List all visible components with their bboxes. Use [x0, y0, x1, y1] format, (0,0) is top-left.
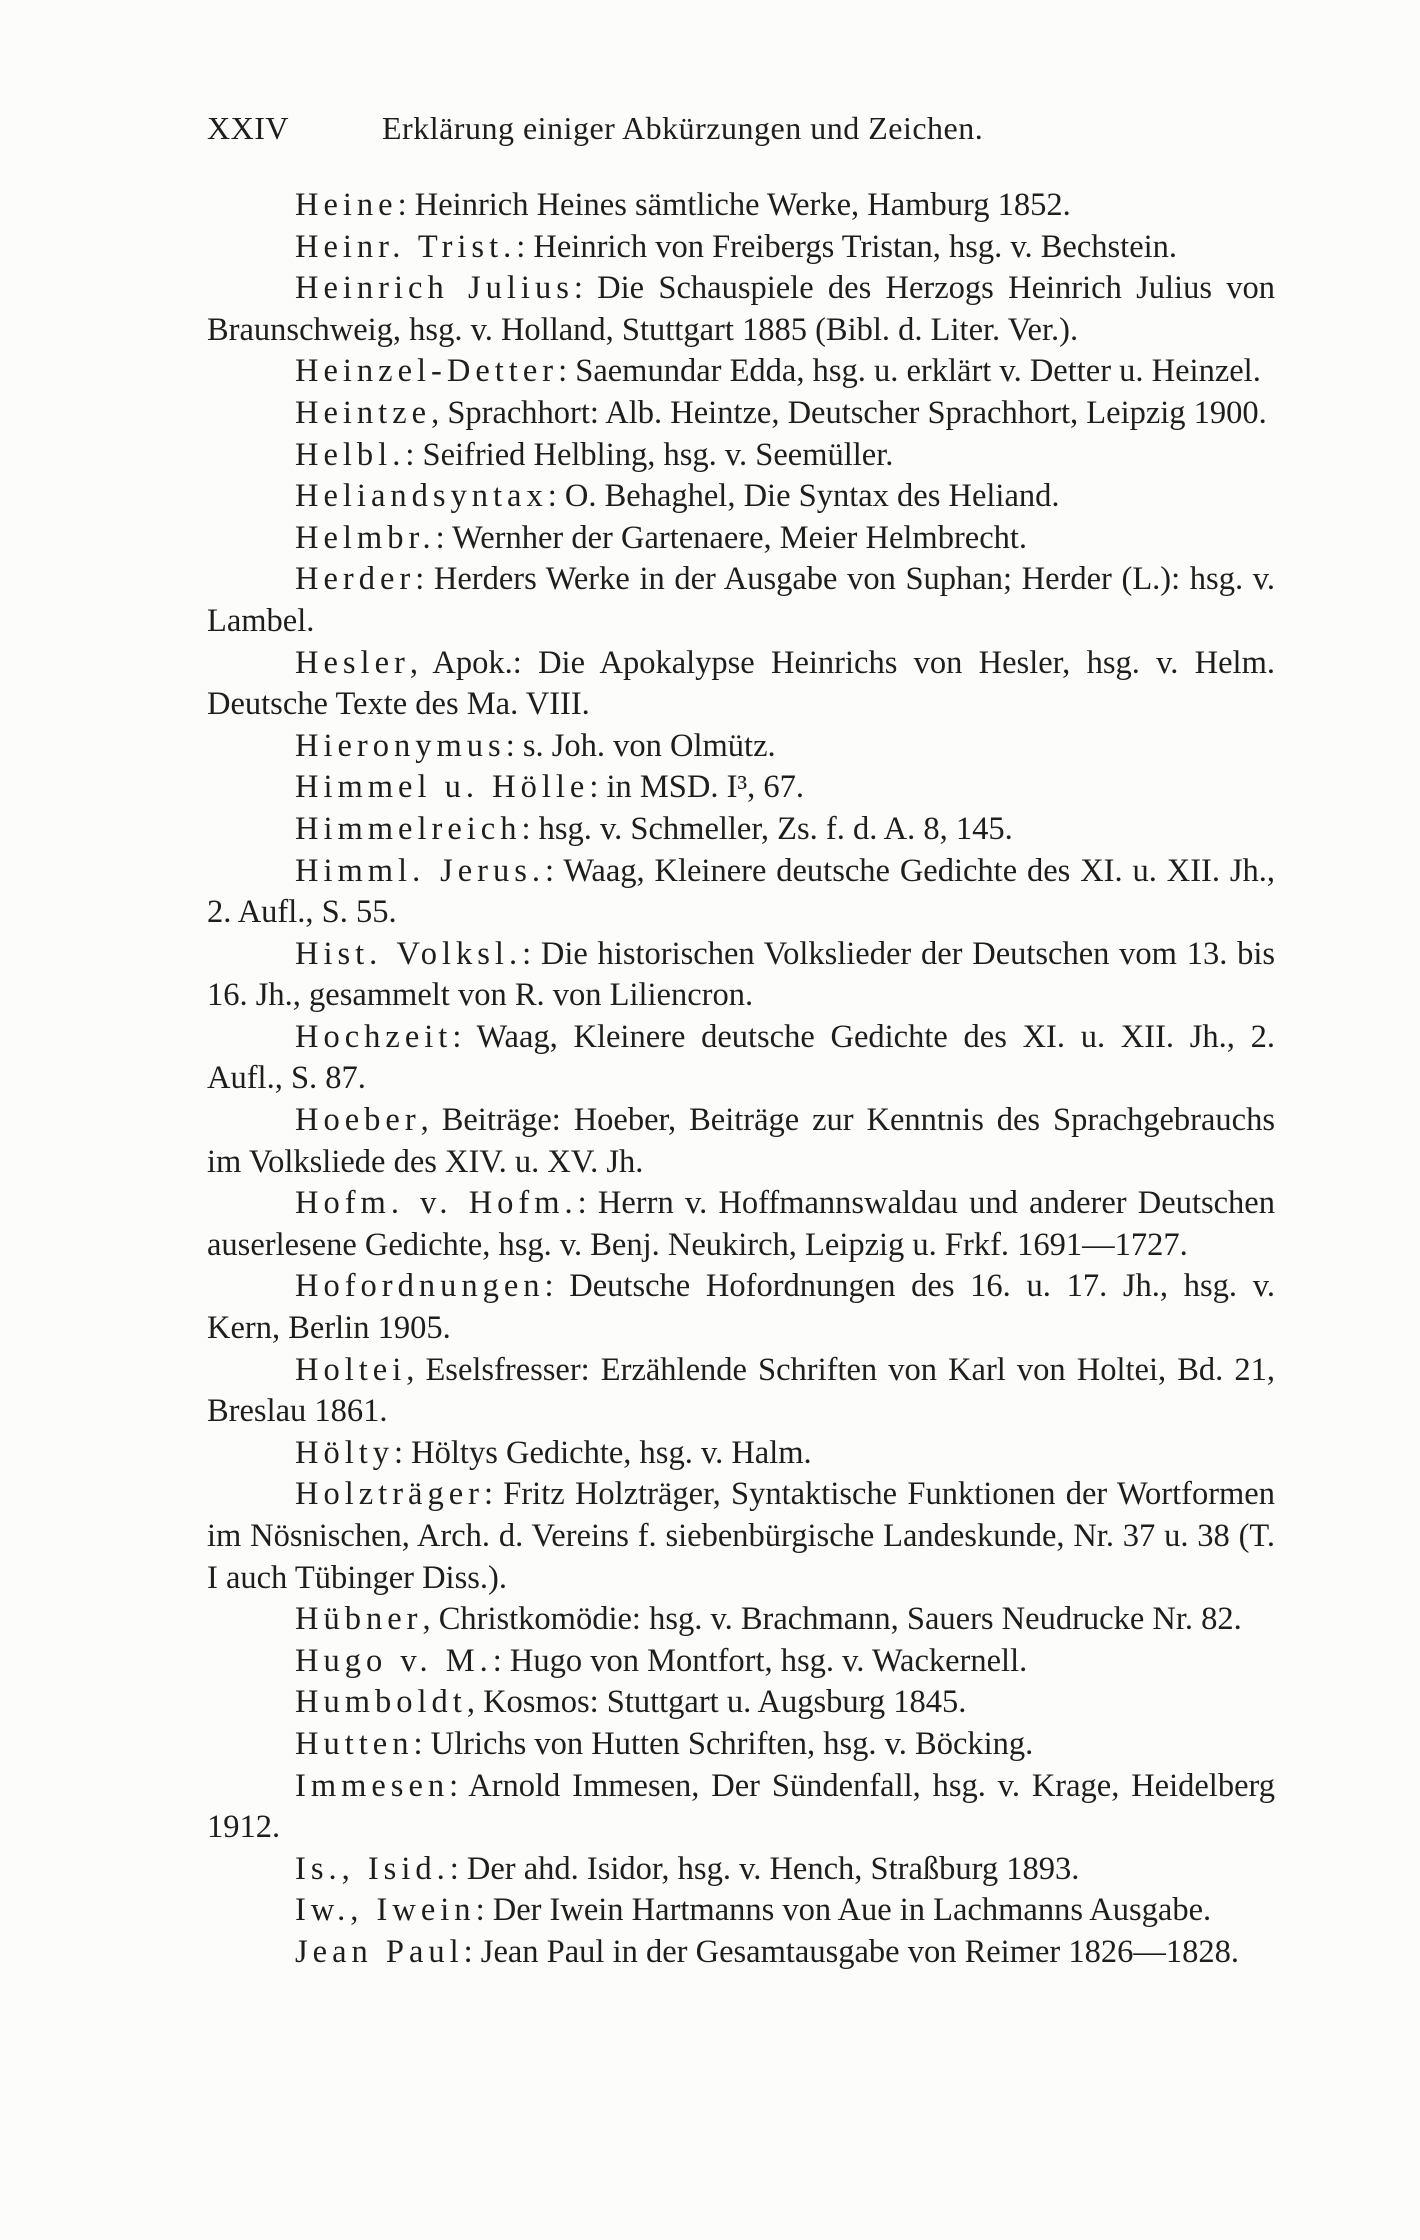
list-item: [207, 767, 1275, 809]
list-item: [207, 518, 1275, 560]
page-number: XXIV: [207, 110, 289, 146]
entry-text: : Wernher der Gartenaere, Meier Helmbrecht.: [435, 519, 1028, 556]
entry-key: Heintze: [295, 394, 432, 431]
entry-key: Iw., Iwein: [295, 1892, 476, 1929]
entry-key: Hofordnungen: [295, 1268, 545, 1305]
list-item: [207, 1183, 1275, 1266]
entry-text: , Christkomödie: hsg. v. Brachmann, Sauers Neudrucke Nr. 82.: [422, 1601, 1242, 1638]
entry-key: Holtei: [295, 1351, 407, 1388]
list-item: [207, 1766, 1275, 1849]
list-item: [207, 185, 1275, 227]
list-item: [207, 476, 1275, 518]
entry-key: Helbl.: [295, 436, 406, 473]
entry-key: Hofm. v. Hofm.: [295, 1185, 578, 1222]
entry-text: : Heinrich von Freibergs Tristan, hsg. v. Bechstein.: [516, 228, 1178, 265]
list-item: [207, 934, 1275, 1017]
entry-text: , Beiträge: Hoeber, Beiträge zur Kenntnis des Sprachgebrauchs im Volksliede des XIV. u. XV. Jh.: [207, 1102, 1275, 1180]
entry-text: : Höltys Gedichte, hsg. v. Halm.: [394, 1434, 812, 1471]
list-item: [207, 1849, 1275, 1891]
entry-key: Himml. Jerus.: [295, 852, 546, 889]
entry-key: Himmelreich: [295, 810, 522, 847]
list-item: [207, 1599, 1275, 1641]
list-item: [207, 1433, 1275, 1475]
running-header: [207, 110, 1287, 147]
entry-key: Hoeber: [295, 1102, 421, 1139]
entry-text: : s. Joh. von Olmütz.: [505, 727, 776, 764]
list-item: [207, 1474, 1275, 1599]
list-item: [207, 1350, 1275, 1433]
entry-key: Hugo v. M.: [295, 1642, 493, 1679]
list-item: [207, 435, 1275, 477]
entry-key: Hochzeit: [295, 1018, 453, 1055]
list-item: [207, 1641, 1275, 1683]
list-item: [207, 643, 1275, 726]
entry-text: : Herders Werke in der Ausgabe von Suphan; Herder (L.): hsg. v. Lambel.: [207, 561, 1275, 639]
list-item: [207, 1932, 1275, 1974]
list-item: [207, 227, 1275, 269]
entry-text: : Der Iwein Hartmanns von Aue in Lachmanns Ausgabe.: [475, 1892, 1212, 1929]
list-item: [207, 851, 1275, 934]
list-item: [207, 1682, 1275, 1724]
entry-text: : Fritz Holzträger, Syntaktische Funktionen der Wortformen im Nösnischen, Arch. d. Vereins f. siebenbürgische Landeskunde, Nr. 37 u. 38 (T. I auch Tübinger Diss.).: [207, 1476, 1275, 1596]
entry-text: : Der ahd. Isidor, hsg. v. Hench, Straßburg 1893.: [449, 1850, 1080, 1887]
entry-key: Hutten: [295, 1725, 414, 1762]
list-item: [207, 726, 1275, 768]
entry-key: Heinzel-Detter: [295, 353, 559, 390]
entry-key: Immesen: [295, 1767, 450, 1804]
entry-key: Heinr. Trist.: [295, 228, 517, 265]
entry-text: : Seifried Helbling, hsg. v. Seemüller.: [405, 436, 894, 473]
entry-text: : Deutsche Hofordnungen des 16. u. 17. Jh., hsg. v. Kern, Berlin 1905.: [207, 1268, 1275, 1347]
entry-text: : Hugo von Montfort, hsg. v. Wackernell.: [492, 1642, 1028, 1679]
entry-key: Hist. Volksl.: [295, 935, 523, 972]
entry-text: : Herrn v. Hoffmannswaldau und anderer Deutschen auserlesene Gedichte, hsg. v. Benj. Neukirch, Leipzig u. Frkf. 1691—1727.: [207, 1185, 1275, 1263]
list-item: [207, 351, 1275, 393]
entry-key: Humboldt: [295, 1684, 467, 1721]
list-item: [207, 393, 1275, 435]
entry-key: Herder: [295, 561, 416, 598]
entry-text: , Sprachhort: Alb. Heintze, Deutscher Sprachhort, Leipzig 1900.: [431, 394, 1267, 431]
entry-text: : Waag, Kleinere deutsche Gedichte des XI. u. XII. Jh., 2. Aufl., S. 87.: [207, 1018, 1275, 1097]
abbreviation-list: [207, 185, 1275, 1974]
entry-text: : hsg. v. Schmeller, Zs. f. d. A. 8, 145.: [521, 810, 1013, 847]
entry-key: Heinrich Julius: [295, 270, 574, 307]
entry-text: , Eselsfresser: Erzählende Schriften von Karl von Holtei, Bd. 21, Breslau 1861.: [207, 1351, 1275, 1430]
entry-text: : Die historischen Volkslieder der Deutschen vom 13. bis 16. Jh., gesammelt von R. von Liliencron.: [207, 935, 1276, 1014]
list-item: [207, 1890, 1275, 1932]
entry-key: Hübner: [295, 1601, 423, 1638]
list-item: [207, 1266, 1275, 1349]
entry-text: : Jean Paul in der Gesamtausgabe von Reimer 1826—1828.: [463, 1933, 1239, 1970]
entry-key: Heliandsyntax: [295, 478, 548, 515]
entry-key: Holzträger: [295, 1476, 484, 1513]
entry-key: Himmel u. Hölle: [295, 769, 590, 806]
list-item: [207, 1017, 1275, 1100]
list-item: [207, 268, 1275, 351]
entry-text: : Waag, Kleinere deutsche Gedichte des XI. u. XII. Jh., 2. Aufl., S. 55.: [207, 852, 1275, 931]
header-title: Erklärung einiger Abkürzungen und Zeichen.: [382, 110, 984, 146]
list-item: [207, 1724, 1275, 1766]
entry-key: Hieronymus: [295, 727, 506, 764]
entry-key: Helmbr.: [295, 519, 436, 556]
entry-key: Hesler: [295, 644, 410, 681]
list-item: [207, 559, 1275, 642]
entry-text: : Saemundar Edda, hsg. u. erklärt v. Detter u. Heinzel.: [558, 353, 1261, 390]
entry-text: : in MSD. I³, 67.: [589, 769, 805, 806]
entry-text: : Arnold Immesen, Der Sündenfall, hsg. v. Krage, Heidelberg 1912.: [207, 1767, 1275, 1846]
entry-key: Heine: [295, 187, 398, 223]
list-item: [207, 809, 1275, 851]
entry-key: Hölty: [295, 1434, 395, 1471]
entry-key: Is., Isid.: [295, 1850, 450, 1887]
entry-text: : Heinrich Heines sämtliche Werke, Hamburg 1852.: [397, 187, 1071, 223]
entry-text: , Kosmos: Stuttgart u. Augsburg 1845.: [466, 1684, 967, 1721]
entry-key: Jean Paul: [295, 1933, 464, 1970]
list-item: [207, 1100, 1275, 1183]
entry-text: , Apok.: Die Apokalypse Heinrichs von Hesler, hsg. v. Helm. Deutsche Texte des Ma. VIII.: [207, 644, 1275, 723]
entry-text: : O. Behaghel, Die Syntax des Heliand.: [547, 478, 1060, 515]
entry-text: : Die Schauspiele des Herzogs Heinrich Julius von Braunschweig, hsg. v. Holland, Stuttgart 1885 (Bibl. d. Liter. Ver.).: [207, 270, 1276, 348]
entry-text: : Ulrichs von Hutten Schriften, hsg. v. Böcking.: [413, 1725, 1034, 1762]
